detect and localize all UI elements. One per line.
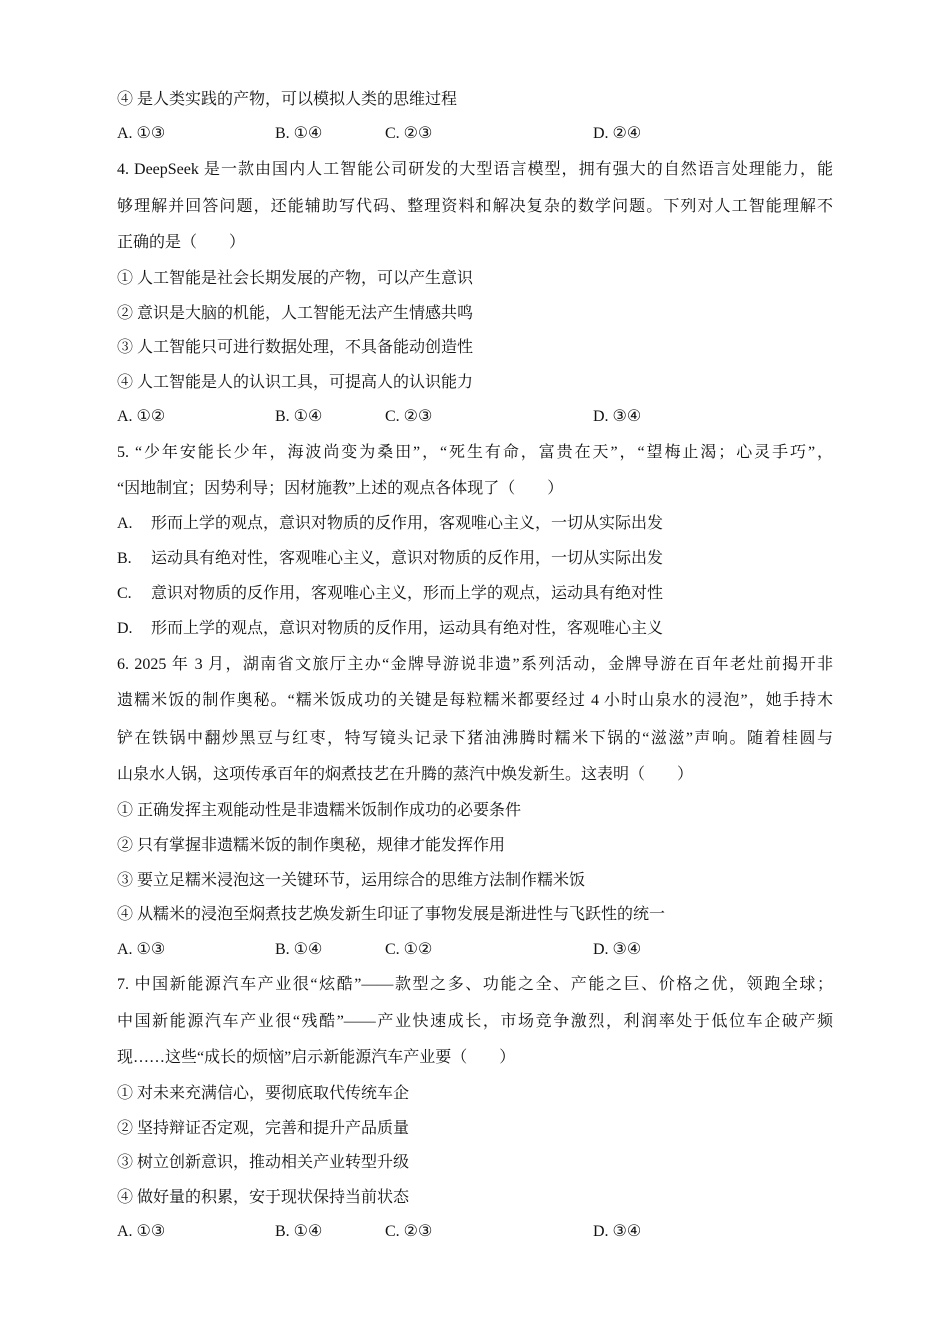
option-b: B. ①④ (275, 408, 323, 425)
option-b: B. ①④ (275, 1223, 323, 1240)
option-c: C. ②③ (385, 1223, 433, 1240)
option-a: A. ①③ (117, 941, 166, 958)
statement-item: ③ 要立足糯米浸泡这一关键环节，运用综合的思维方法制作糯米饭 (117, 872, 586, 889)
option-text: 形而上学的观点，意识对物质的反作用，运动具有绝对性，客观唯心主义 (151, 620, 664, 637)
option-c: C. ②③ (385, 125, 433, 142)
statement-item: ① 人工智能是社会长期发展的产物，可以产生意识 (117, 270, 474, 287)
option-letter: D. (117, 620, 133, 637)
option-letter: A. (117, 515, 133, 532)
statement-item: ④ 是人类实践的产物，可以模拟人类的思维过程 (117, 91, 458, 108)
option-b: B. ①④ (275, 941, 323, 958)
question-stem: “因地制宜；因势利导；因材施教”上述的观点各体现了（ ） (117, 480, 564, 497)
option-c: C. ②③ (385, 408, 433, 425)
statement-item: ④ 从糯米的浸泡至焖煮技艺焕发新生印证了事物发展是渐进性与飞跃性的统一 (117, 906, 666, 923)
question-stem: 山泉水人锅，这项传承百年的焖煮技艺在升腾的蒸汽中焕发新生。这表明（ ） (117, 766, 694, 783)
option-a: A. ①③ (117, 125, 166, 142)
option-b (117, 549, 663, 569)
option-a (117, 514, 663, 534)
option-text: 意识对物质的反作用，客观唯心主义，形而上学的观点，运动具有绝对性 (151, 585, 664, 602)
question-stem: 现……这些“成长的烦恼”启示新能源汽车产业要（ ） (117, 1049, 516, 1066)
question-stem: 7. 中国新能源汽车产业很“炫酷”——款型之多、功能之全、产能之巨、价格之优，领跑全球； (117, 976, 833, 993)
statement-item: ③ 树立创新意识，推动相关产业转型升级 (117, 1154, 410, 1171)
question-stem: 4. DeepSeek 是一款由国内人工智能公司研发的大型语言模型，拥有强大的自然语言处理能力，能 (117, 161, 833, 178)
question-stem: 铲在铁锅中翻炒黑豆与红枣，特写镜头记录下猪油沸腾时糯米下锅的“滋滋”声响。随着桂圆与 (117, 730, 833, 747)
option-text: 运动具有绝对性，客观唯心主义，意识对物质的反作用，一切从实际出发 (151, 550, 664, 567)
option-letter: B. (117, 550, 132, 567)
question-stem: 中国新能源汽车产业很“残酷”——产业快速成长，市场竞争激烈，利润率处于低位车企破产频 (117, 1013, 833, 1030)
option-a: A. ①② (117, 408, 166, 425)
option-d: D. ②④ (593, 125, 642, 142)
question-stem: 6. 2025 年 3 月，湖南省文旅厅主办“金牌导游说非遗”系列活动，金牌导游在百年老灶前揭开非 (117, 656, 833, 673)
option-c: C. ①② (385, 941, 433, 958)
option-letter: C. (117, 585, 132, 602)
question-stem: 正确的是（ ） (117, 234, 246, 251)
statement-item: ④ 人工智能是人的认识工具，可提高人的认识能力 (117, 374, 474, 391)
statement-item: ② 坚持辩证否定观，完善和提升产品质量 (117, 1120, 410, 1137)
question-stem: 5. “少年安能长少年，海波尚变为桑田”，“死生有命，富贵在天”，“望梅止渴；心灵手巧”， (117, 444, 833, 461)
option-a: A. ①③ (117, 1223, 166, 1240)
option-c (117, 584, 663, 604)
option-d: D. ③④ (593, 1223, 642, 1240)
question-stem: 遗糯米饭的制作奥秘。“糯米饭成功的关键是每粒糯米都要经过 4 小时山泉水的浸泡”，她手持木 (117, 692, 833, 709)
option-d: D. ③④ (593, 408, 642, 425)
option-d: D. ③④ (593, 941, 642, 958)
question-stem: 够理解并回答问题，还能辅助写代码、整理资料和解决复杂的数学问题。下列对人工智能理解不 (117, 198, 833, 215)
statement-item: ② 只有掌握非遗糯米饭的制作奥秘，规律才能发挥作用 (117, 837, 506, 854)
option-d (117, 619, 663, 639)
option-b: B. ①④ (275, 125, 323, 142)
statement-item: ③ 人工智能只可进行数据处理，不具备能动创造性 (117, 339, 474, 356)
statement-item: ② 意识是大脑的机能，人工智能无法产生情感共鸣 (117, 305, 474, 322)
option-text: 形而上学的观点，意识对物质的反作用，客观唯心主义，一切从实际出发 (151, 515, 664, 532)
statement-item: ④ 做好量的积累，安于现状保持当前状态 (117, 1189, 410, 1206)
statement-item: ① 对未来充满信心，要彻底取代传统车企 (117, 1085, 410, 1102)
statement-item: ① 正确发挥主观能动性是非遗糯米饭制作成功的必要条件 (117, 802, 522, 819)
